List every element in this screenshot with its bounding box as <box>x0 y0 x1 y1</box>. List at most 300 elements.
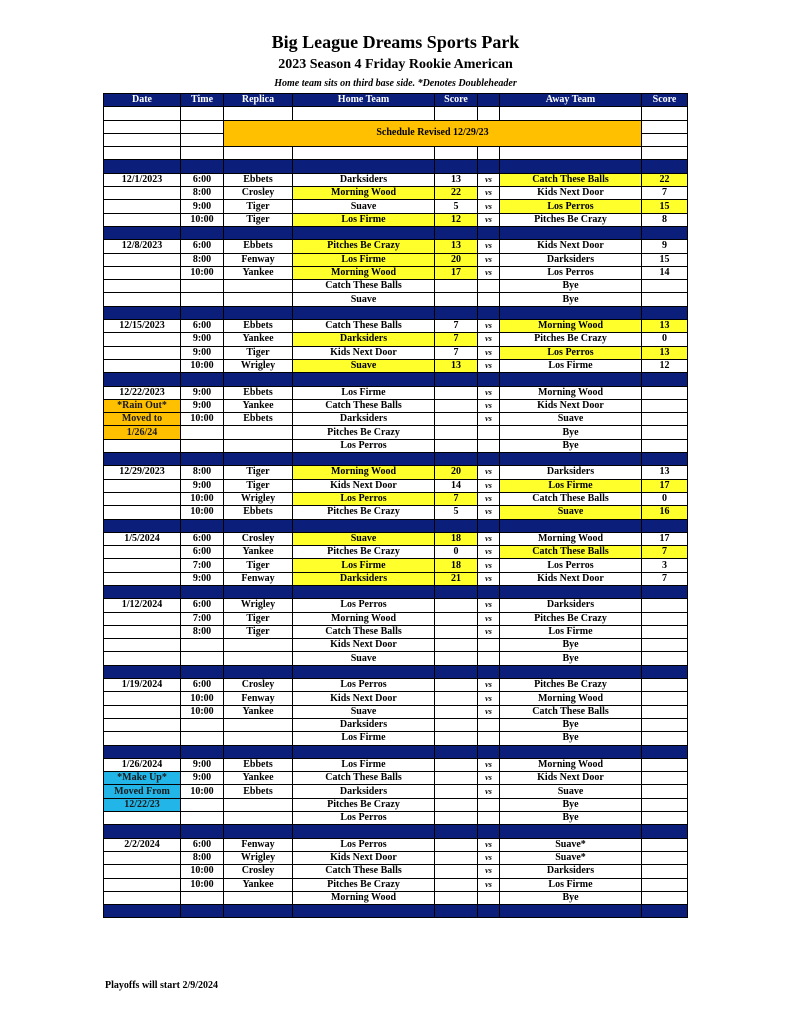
blank-row <box>104 120 688 133</box>
separator-cell <box>642 453 688 466</box>
separator-cell <box>435 453 478 466</box>
replica-cell: Tiger <box>224 213 293 226</box>
home-score-cell: 21 <box>435 572 478 585</box>
home-team-cell: Los Perros <box>293 599 435 612</box>
vs-cell: vs <box>478 546 500 559</box>
header-away-team: Away Team <box>500 94 642 107</box>
date-cell <box>104 559 181 572</box>
time-cell: 8:00 <box>181 851 224 864</box>
date-cell <box>104 692 181 705</box>
separator-cell <box>642 905 688 918</box>
away-team-cell: Los Perros <box>500 559 642 572</box>
separator-cell <box>293 519 435 532</box>
replica-cell <box>224 439 293 452</box>
time-cell: 8:00 <box>181 625 224 638</box>
away-team-cell: Kids Next Door <box>500 240 642 253</box>
home-score-cell: 5 <box>435 506 478 519</box>
replica-cell: Fenway <box>224 253 293 266</box>
week-separator <box>104 825 688 838</box>
vs-cell: vs <box>478 612 500 625</box>
home-score-cell: 18 <box>435 559 478 572</box>
separator-cell <box>642 585 688 598</box>
date-cell: 2/2/2024 <box>104 838 181 851</box>
home-score-cell <box>435 798 478 811</box>
separator-cell <box>104 373 181 386</box>
separator-cell <box>435 519 478 532</box>
away-score-cell: 17 <box>642 532 688 545</box>
separator-cell <box>478 160 500 173</box>
time-cell <box>181 812 224 825</box>
replica-cell: Crosley <box>224 532 293 545</box>
header-time: Time <box>181 94 224 107</box>
separator-cell <box>104 226 181 239</box>
separator-cell <box>293 825 435 838</box>
home-team-cell: Los Firme <box>293 253 435 266</box>
date-cell: 1/5/2024 <box>104 532 181 545</box>
table-row <box>104 479 688 492</box>
separator-cell <box>435 745 478 758</box>
home-score-cell <box>435 426 478 439</box>
away-score-cell <box>642 772 688 785</box>
away-team-cell: Pitches Be Crazy <box>500 679 642 692</box>
table-row <box>104 599 688 612</box>
away-team-cell: Catch These Balls <box>500 546 642 559</box>
home-score-cell <box>435 758 478 771</box>
home-team-cell: Los Firme <box>293 213 435 226</box>
replica-cell: Ebbets <box>224 320 293 333</box>
away-team-cell: Morning Wood <box>500 320 642 333</box>
separator-cell <box>181 519 224 532</box>
date-cell <box>104 865 181 878</box>
week-separator <box>104 665 688 678</box>
separator-cell <box>293 226 435 239</box>
vs-cell: vs <box>478 173 500 186</box>
time-cell: 6:00 <box>181 546 224 559</box>
replica-cell: Fenway <box>224 692 293 705</box>
date-cell: *Make Up* <box>104 772 181 785</box>
away-score-cell <box>642 692 688 705</box>
separator-cell <box>293 160 435 173</box>
away-team-cell: Bye <box>500 426 642 439</box>
time-cell: 9:00 <box>181 399 224 412</box>
table-row <box>104 865 688 878</box>
home-team-cell: Darksiders <box>293 572 435 585</box>
week-separator <box>104 160 688 173</box>
home-score-cell: 5 <box>435 200 478 213</box>
replica-cell: Wrigley <box>224 359 293 372</box>
table-row <box>104 625 688 638</box>
home-team-cell: Morning Wood <box>293 612 435 625</box>
home-team-cell: Los Perros <box>293 492 435 505</box>
home-score-cell <box>435 878 478 891</box>
home-team-cell: Darksiders <box>293 173 435 186</box>
table-row <box>104 359 688 372</box>
away-score-cell <box>642 732 688 745</box>
separator-cell <box>478 226 500 239</box>
separator-cell <box>435 160 478 173</box>
home-team-cell: Darksiders <box>293 333 435 346</box>
separator-cell <box>224 745 293 758</box>
separator-cell <box>642 160 688 173</box>
replica-cell <box>224 426 293 439</box>
separator-cell <box>104 160 181 173</box>
time-cell: 10:00 <box>181 878 224 891</box>
home-score-cell: 18 <box>435 532 478 545</box>
home-team-cell: Los Firme <box>293 732 435 745</box>
home-team-cell: Kids Next Door <box>293 639 435 652</box>
home-score-cell <box>435 625 478 638</box>
home-team-cell: Catch These Balls <box>293 280 435 293</box>
away-score-cell <box>642 812 688 825</box>
time-cell: 6:00 <box>181 240 224 253</box>
table-row <box>104 878 688 891</box>
home-score-cell: 13 <box>435 173 478 186</box>
away-team-cell: Bye <box>500 891 642 904</box>
vs-cell: vs <box>478 479 500 492</box>
replica-cell: Yankee <box>224 266 293 279</box>
home-team-cell: Darksiders <box>293 413 435 426</box>
separator-cell <box>181 905 224 918</box>
home-team-cell: Pitches Be Crazy <box>293 240 435 253</box>
time-cell <box>181 426 224 439</box>
date-cell <box>104 439 181 452</box>
table-row <box>104 838 688 851</box>
time-cell: 6:00 <box>181 599 224 612</box>
date-cell <box>104 253 181 266</box>
date-cell <box>104 266 181 279</box>
vs-cell <box>478 891 500 904</box>
away-score-cell: 13 <box>642 320 688 333</box>
home-score-cell <box>435 639 478 652</box>
table-row <box>104 732 688 745</box>
table-row <box>104 572 688 585</box>
table-row <box>104 705 688 718</box>
date-cell: 1/26/2024 <box>104 758 181 771</box>
away-team-cell: Darksiders <box>500 865 642 878</box>
date-cell <box>104 546 181 559</box>
home-score-cell: 7 <box>435 492 478 505</box>
table-row <box>104 851 688 864</box>
away-team-cell: Bye <box>500 293 642 306</box>
date-cell: 1/12/2024 <box>104 599 181 612</box>
home-team-cell: Los Perros <box>293 679 435 692</box>
separator-cell <box>104 825 181 838</box>
separator-cell <box>642 825 688 838</box>
home-team-cell: Los Firme <box>293 559 435 572</box>
home-score-cell: 22 <box>435 187 478 200</box>
vs-cell <box>478 439 500 452</box>
table-row <box>104 466 688 479</box>
home-team-cell: Suave <box>293 705 435 718</box>
table-row <box>104 798 688 811</box>
vs-cell: vs <box>478 625 500 638</box>
away-score-cell: 14 <box>642 266 688 279</box>
home-team-cell: Catch These Balls <box>293 772 435 785</box>
table-row <box>104 240 688 253</box>
replica-cell: Yankee <box>224 705 293 718</box>
time-cell <box>181 639 224 652</box>
home-team-cell: Pitches Be Crazy <box>293 798 435 811</box>
week-separator <box>104 745 688 758</box>
away-score-cell <box>642 679 688 692</box>
away-score-cell <box>642 865 688 878</box>
separator-cell <box>500 745 642 758</box>
replica-cell: Tiger <box>224 612 293 625</box>
separator-cell <box>224 585 293 598</box>
away-score-cell: 0 <box>642 333 688 346</box>
table-row <box>104 559 688 572</box>
week-separator <box>104 306 688 319</box>
replica-cell <box>224 732 293 745</box>
away-score-cell <box>642 413 688 426</box>
time-cell <box>181 652 224 665</box>
away-team-cell: Los Firme <box>500 479 642 492</box>
date-cell <box>104 187 181 200</box>
table-row <box>104 639 688 652</box>
home-team-cell: Suave <box>293 652 435 665</box>
table-row <box>104 772 688 785</box>
table-row <box>104 891 688 904</box>
vs-cell: vs <box>478 692 500 705</box>
separator-cell <box>500 453 642 466</box>
table-row <box>104 320 688 333</box>
time-cell: 8:00 <box>181 187 224 200</box>
separator-cell <box>181 665 224 678</box>
week-separator <box>104 373 688 386</box>
away-team-cell: Bye <box>500 798 642 811</box>
vs-cell: vs <box>478 399 500 412</box>
time-cell: 6:00 <box>181 173 224 186</box>
table-row <box>104 492 688 505</box>
table-row <box>104 532 688 545</box>
away-team-cell: Suave <box>500 785 642 798</box>
away-score-cell: 8 <box>642 213 688 226</box>
time-cell: 10:00 <box>181 266 224 279</box>
home-score-cell <box>435 865 478 878</box>
separator-cell <box>104 306 181 319</box>
replica-cell: Yankee <box>224 878 293 891</box>
replica-cell: Fenway <box>224 838 293 851</box>
separator-cell <box>642 226 688 239</box>
separator-cell <box>435 905 478 918</box>
table-row <box>104 293 688 306</box>
page-title: Big League Dreams Sports Park <box>271 32 520 52</box>
replica-cell: Crosley <box>224 187 293 200</box>
away-team-cell: Pitches Be Crazy <box>500 213 642 226</box>
away-score-cell: 13 <box>642 346 688 359</box>
date-cell: 12/22/23 <box>104 798 181 811</box>
separator-cell <box>181 226 224 239</box>
date-cell: 1/19/2024 <box>104 679 181 692</box>
away-score-cell <box>642 891 688 904</box>
separator-cell <box>435 665 478 678</box>
home-score-cell <box>435 705 478 718</box>
table-row <box>104 399 688 412</box>
replica-cell <box>224 891 293 904</box>
header-away-score: Score <box>642 94 688 107</box>
replica-cell: Tiger <box>224 625 293 638</box>
home-team-cell: Los Perros <box>293 838 435 851</box>
time-cell: 7:00 <box>181 559 224 572</box>
schedule-revised-banner: Schedule Revised 12/29/23 <box>224 120 642 147</box>
away-score-cell <box>642 878 688 891</box>
vs-cell: vs <box>478 213 500 226</box>
away-score-cell <box>642 612 688 625</box>
separator-cell <box>293 453 435 466</box>
schedule-body <box>104 107 688 918</box>
home-team-cell: Catch These Balls <box>293 399 435 412</box>
table-row <box>104 253 688 266</box>
home-score-cell <box>435 652 478 665</box>
home-team-cell: Pitches Be Crazy <box>293 878 435 891</box>
away-score-cell: 7 <box>642 546 688 559</box>
date-cell: 12/22/2023 <box>104 386 181 399</box>
table-row <box>104 612 688 625</box>
separator-cell <box>293 306 435 319</box>
away-score-cell <box>642 758 688 771</box>
separator-cell <box>500 665 642 678</box>
separator-cell <box>642 373 688 386</box>
home-score-cell <box>435 891 478 904</box>
away-score-cell: 22 <box>642 173 688 186</box>
time-cell: 10:00 <box>181 705 224 718</box>
date-cell <box>104 652 181 665</box>
vs-cell: vs <box>478 320 500 333</box>
header-home-score: Score <box>435 94 478 107</box>
separator-cell <box>104 745 181 758</box>
home-score-cell: 20 <box>435 466 478 479</box>
time-cell <box>181 798 224 811</box>
home-score-cell: 14 <box>435 479 478 492</box>
time-cell: 10:00 <box>181 492 224 505</box>
date-cell <box>104 293 181 306</box>
vs-cell: vs <box>478 559 500 572</box>
separator-cell <box>224 160 293 173</box>
date-cell: *Rain Out* <box>104 399 181 412</box>
separator-cell <box>642 745 688 758</box>
table-row <box>104 346 688 359</box>
time-cell: 8:00 <box>181 466 224 479</box>
separator-cell <box>104 519 181 532</box>
home-score-cell: 13 <box>435 359 478 372</box>
replica-cell <box>224 718 293 731</box>
separator-cell <box>104 665 181 678</box>
time-cell: 9:00 <box>181 572 224 585</box>
replica-cell <box>224 812 293 825</box>
home-score-cell <box>435 692 478 705</box>
away-team-cell: Morning Wood <box>500 386 642 399</box>
separator-cell <box>478 905 500 918</box>
away-team-cell: Los Perros <box>500 266 642 279</box>
date-cell <box>104 572 181 585</box>
separator-cell <box>642 306 688 319</box>
home-score-cell: 17 <box>435 266 478 279</box>
vs-cell: vs <box>478 200 500 213</box>
separator-cell <box>435 226 478 239</box>
replica-cell: Tiger <box>224 346 293 359</box>
separator-cell <box>181 585 224 598</box>
separator-cell <box>224 453 293 466</box>
time-cell: 9:00 <box>181 758 224 771</box>
table-row <box>104 266 688 279</box>
separator-cell <box>224 226 293 239</box>
home-team-cell: Catch These Balls <box>293 625 435 638</box>
home-team-cell: Darksiders <box>293 785 435 798</box>
date-cell <box>104 479 181 492</box>
header-row <box>104 94 688 107</box>
away-team-cell: Suave <box>500 413 642 426</box>
away-team-cell: Kids Next Door <box>500 572 642 585</box>
away-score-cell <box>642 426 688 439</box>
home-team-cell: Los Perros <box>293 439 435 452</box>
vs-cell <box>478 652 500 665</box>
header-home-team: Home Team <box>293 94 435 107</box>
date-cell: 12/29/2023 <box>104 466 181 479</box>
replica-cell <box>224 639 293 652</box>
home-score-cell <box>435 599 478 612</box>
separator-cell <box>104 585 181 598</box>
vs-cell: vs <box>478 851 500 864</box>
replica-cell: Yankee <box>224 546 293 559</box>
separator-cell <box>478 373 500 386</box>
away-team-cell: Kids Next Door <box>500 187 642 200</box>
away-team-cell: Kids Next Door <box>500 399 642 412</box>
separator-cell <box>478 306 500 319</box>
table-row <box>104 213 688 226</box>
replica-cell: Ebbets <box>224 785 293 798</box>
away-score-cell <box>642 599 688 612</box>
replica-cell: Fenway <box>224 572 293 585</box>
date-cell: 12/8/2023 <box>104 240 181 253</box>
home-team-cell: Morning Wood <box>293 466 435 479</box>
table-row <box>104 426 688 439</box>
away-team-cell: Bye <box>500 639 642 652</box>
date-cell <box>104 333 181 346</box>
away-score-cell: 12 <box>642 359 688 372</box>
separator-cell <box>500 226 642 239</box>
vs-cell: vs <box>478 386 500 399</box>
away-score-cell: 0 <box>642 492 688 505</box>
home-score-cell: 13 <box>435 240 478 253</box>
table-row <box>104 333 688 346</box>
away-score-cell: 17 <box>642 479 688 492</box>
separator-cell <box>293 745 435 758</box>
home-score-cell <box>435 386 478 399</box>
time-cell: 10:00 <box>181 506 224 519</box>
replica-cell <box>224 293 293 306</box>
away-score-cell <box>642 705 688 718</box>
away-score-cell: 7 <box>642 572 688 585</box>
vs-cell: vs <box>478 865 500 878</box>
away-team-cell: Bye <box>500 732 642 745</box>
away-team-cell: Pitches Be Crazy <box>500 333 642 346</box>
date-cell: 1/26/24 <box>104 426 181 439</box>
table-row <box>104 692 688 705</box>
date-cell <box>104 851 181 864</box>
replica-cell: Tiger <box>224 479 293 492</box>
separator-cell <box>224 825 293 838</box>
week-separator <box>104 453 688 466</box>
home-score-cell <box>435 838 478 851</box>
table-row <box>104 439 688 452</box>
table-row <box>104 506 688 519</box>
table-row <box>104 546 688 559</box>
separator-cell <box>500 519 642 532</box>
away-team-cell: Los Perros <box>500 346 642 359</box>
table-row <box>104 679 688 692</box>
separator-cell <box>435 585 478 598</box>
replica-cell: Tiger <box>224 466 293 479</box>
